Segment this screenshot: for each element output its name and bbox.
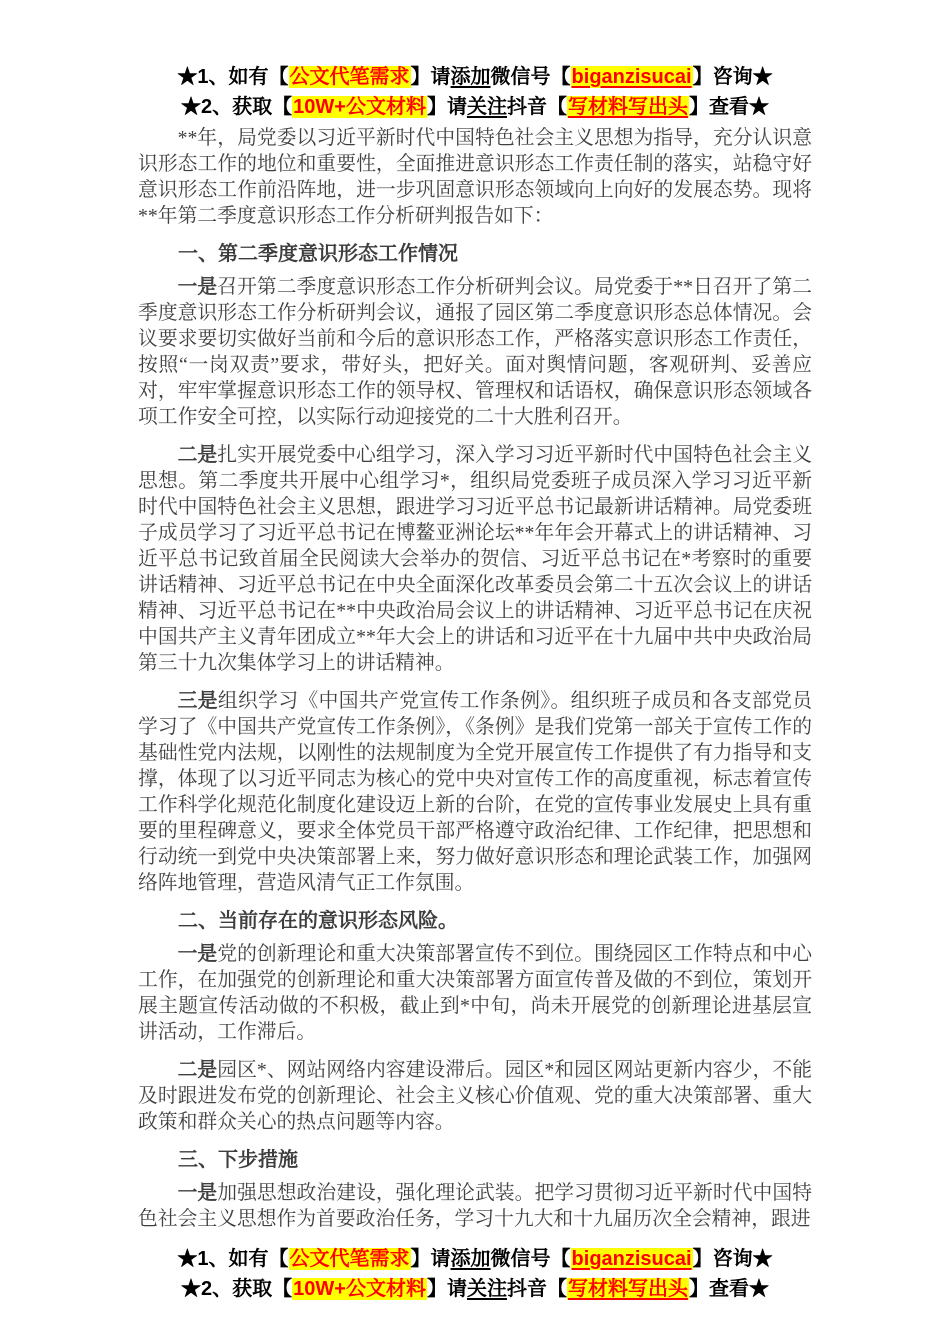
notice-line-1 xyxy=(138,1244,812,1274)
notice-segment: biganzisucai xyxy=(571,66,692,88)
paragraph-lead: 二是 xyxy=(177,1059,218,1081)
notice-line-2 xyxy=(138,1274,812,1304)
notice-segment: 10W+公文材料 xyxy=(293,1278,426,1300)
notice-segment: 写材料写出头 xyxy=(567,96,688,118)
section-heading: 一、第二季度意识形态工作情况 xyxy=(178,243,458,265)
notice-segment: 抖音【 xyxy=(506,1278,567,1300)
notice-line-2 xyxy=(138,92,812,122)
notice-segment: 10W+公文材料 xyxy=(293,96,426,118)
footer-notice xyxy=(138,1244,812,1304)
notice-segment: 微信号【 xyxy=(490,66,571,88)
notice-segment: 添加 xyxy=(450,1248,491,1270)
document-body xyxy=(138,125,812,1232)
notice-segment: 】查看★ xyxy=(688,96,769,118)
paragraph: 一是召开第二季度意识形态工作分析研判会议。局党委于**日召开了第二季度意识形态工作分析研判会议，通报了园区第二季度意识形态总体情况。会议要求要切实做好当前和今后的意识形态工作，严格落实意识形态工作责任，按照“一岗双责”要求，带好头，把好关。面对舆情问题，客观研判、妥善应对，牢牢掌握意识形态工作的领导权、管理权和话语权，确保意识形态领域各项工作安全可控，以实际行动迎接党的二十大胜利召开。 xyxy=(138,276,812,428)
paragraph-lead: 一是 xyxy=(177,276,218,298)
paragraph: 二是扎实开展党委中心组学习，深入学习习近平新时代中国特色社会主义思想。第二季度共开展中心组学习*，组织局党委班子成员深入学习习近平新时代中国特色社会主义思想，跟进学习习近平总书记最新讲话精神。局党委班子成员学习了习近平总书记在博鳌亚洲论坛**年年会开幕式上的讲话精神、习近平总书记致首届全民阅读大会举办的贺信、习近平总书记在*考察时的重要讲话精神、习近平总书记在中央全面深化改革委员会第二十五次会议上的讲话精神、习近平总书记在**中央政治局会议上的讲话精神、习近平总书记在庆祝中国共产主义青年团成立**年大会上的讲话和习近平在十九届中共中央政治局第三十九次集体学习上的讲话精神。 xyxy=(138,444,812,674)
paragraph: 一是党的创新理论和重大决策部署宣传不到位。围绕园区工作特点和中心工作，在加强党的创新理论和重大决策部署方面宣传普及做的不到位，策划开展主题宣传活动做的不积极，截止到*中旬，尚未开展党的创新理论进基层宣讲活动，工作滞后。 xyxy=(138,943,812,1043)
section-heading: 二、当前存在的意识形态风险。 xyxy=(178,910,458,932)
notice-segment: 公文代笔需求 xyxy=(289,66,410,88)
notice-segment: 】请 xyxy=(410,1248,451,1270)
paragraph: 一是加强思想政治建设，强化理论武装。把学习贯彻习近平新时代中国特色社会主义思想作为首要政治任务，学习十九大和十九届历次全会精神，跟进 xyxy=(138,1182,812,1230)
paragraph: 二是园区*、网站网络内容建设滞后。园区*和园区网站更新内容少，不能及时跟进发布党的创新理论、社会主义核心价值观、党的重大决策部署、重大政策和群众关心的热点问题等内容。 xyxy=(138,1059,812,1133)
notice-segment: 】请 xyxy=(426,1278,467,1300)
notice-segment: 写材料写出头 xyxy=(567,1278,688,1300)
notice-segment: 公文代笔需求 xyxy=(289,1248,410,1270)
notice-segment: ★1、如有【 xyxy=(177,66,289,88)
notice-segment: 抖音【 xyxy=(506,96,567,118)
paragraph-lead: 三是 xyxy=(177,690,218,712)
notice-segment: 微信号【 xyxy=(490,1248,571,1270)
notice-segment: 关注 xyxy=(466,1278,507,1300)
paragraph-lead: 一是 xyxy=(177,943,218,965)
paragraph-lead: 一是 xyxy=(177,1182,218,1204)
notice-segment: 添加 xyxy=(450,66,491,88)
notice-segment: biganzisucai xyxy=(571,1248,692,1270)
notice-segment: 】咨询★ xyxy=(692,1248,773,1270)
notice-segment: 】咨询★ xyxy=(692,66,773,88)
notice-segment: 】查看★ xyxy=(688,1278,769,1300)
notice-line-1 xyxy=(138,62,812,92)
notice-segment: ★1、如有【 xyxy=(177,1248,289,1270)
paragraph: 三是组织学习《中国共产党宣传工作条例》。组织班子成员和各支部党员学习了《中国共产党宣传工作条例》，《条例》是我们党第一部关于宣传工作的基础性党内法规，以刚性的法规制度为全党开展宣传工作提供了有力指导和支撑，体现了以习近平同志为核心的党中央对宣传工作的高度重视，标志着宣传工作科学化规范化制度化建设迈上新的台阶，在党的宣传事业发展史上具有重要的里程碑意义，要求全体党员干部严格遵守政治纪律、工作纪律，把思想和行动统一到党中央决策部署上来，努力做好意识形态和理论武装工作，加强网络阵地管理，营造风清气正工作氛围。 xyxy=(138,690,812,894)
paragraph: **年，局党委以习近平新时代中国特色社会主义思想为指导，充分认识意识形态工作的地位和重要性，全面推进意识形态工作责任制的落实，站稳守好意识形态工作前沿阵地，进一步巩固意识形态领域向上向好的发展态势。现将**年第二季度意识形态工作分析研判报告如下： xyxy=(138,127,812,227)
header-notice xyxy=(138,62,812,122)
section-heading: 三、下步措施 xyxy=(178,1149,298,1171)
paragraph-lead: 二是 xyxy=(177,444,218,466)
notice-segment: 】请 xyxy=(410,66,451,88)
notice-segment: ★2、获取【 xyxy=(181,1278,293,1300)
notice-segment: 】请 xyxy=(426,96,467,118)
notice-segment: 关注 xyxy=(466,96,507,118)
notice-segment: ★2、获取【 xyxy=(181,96,293,118)
